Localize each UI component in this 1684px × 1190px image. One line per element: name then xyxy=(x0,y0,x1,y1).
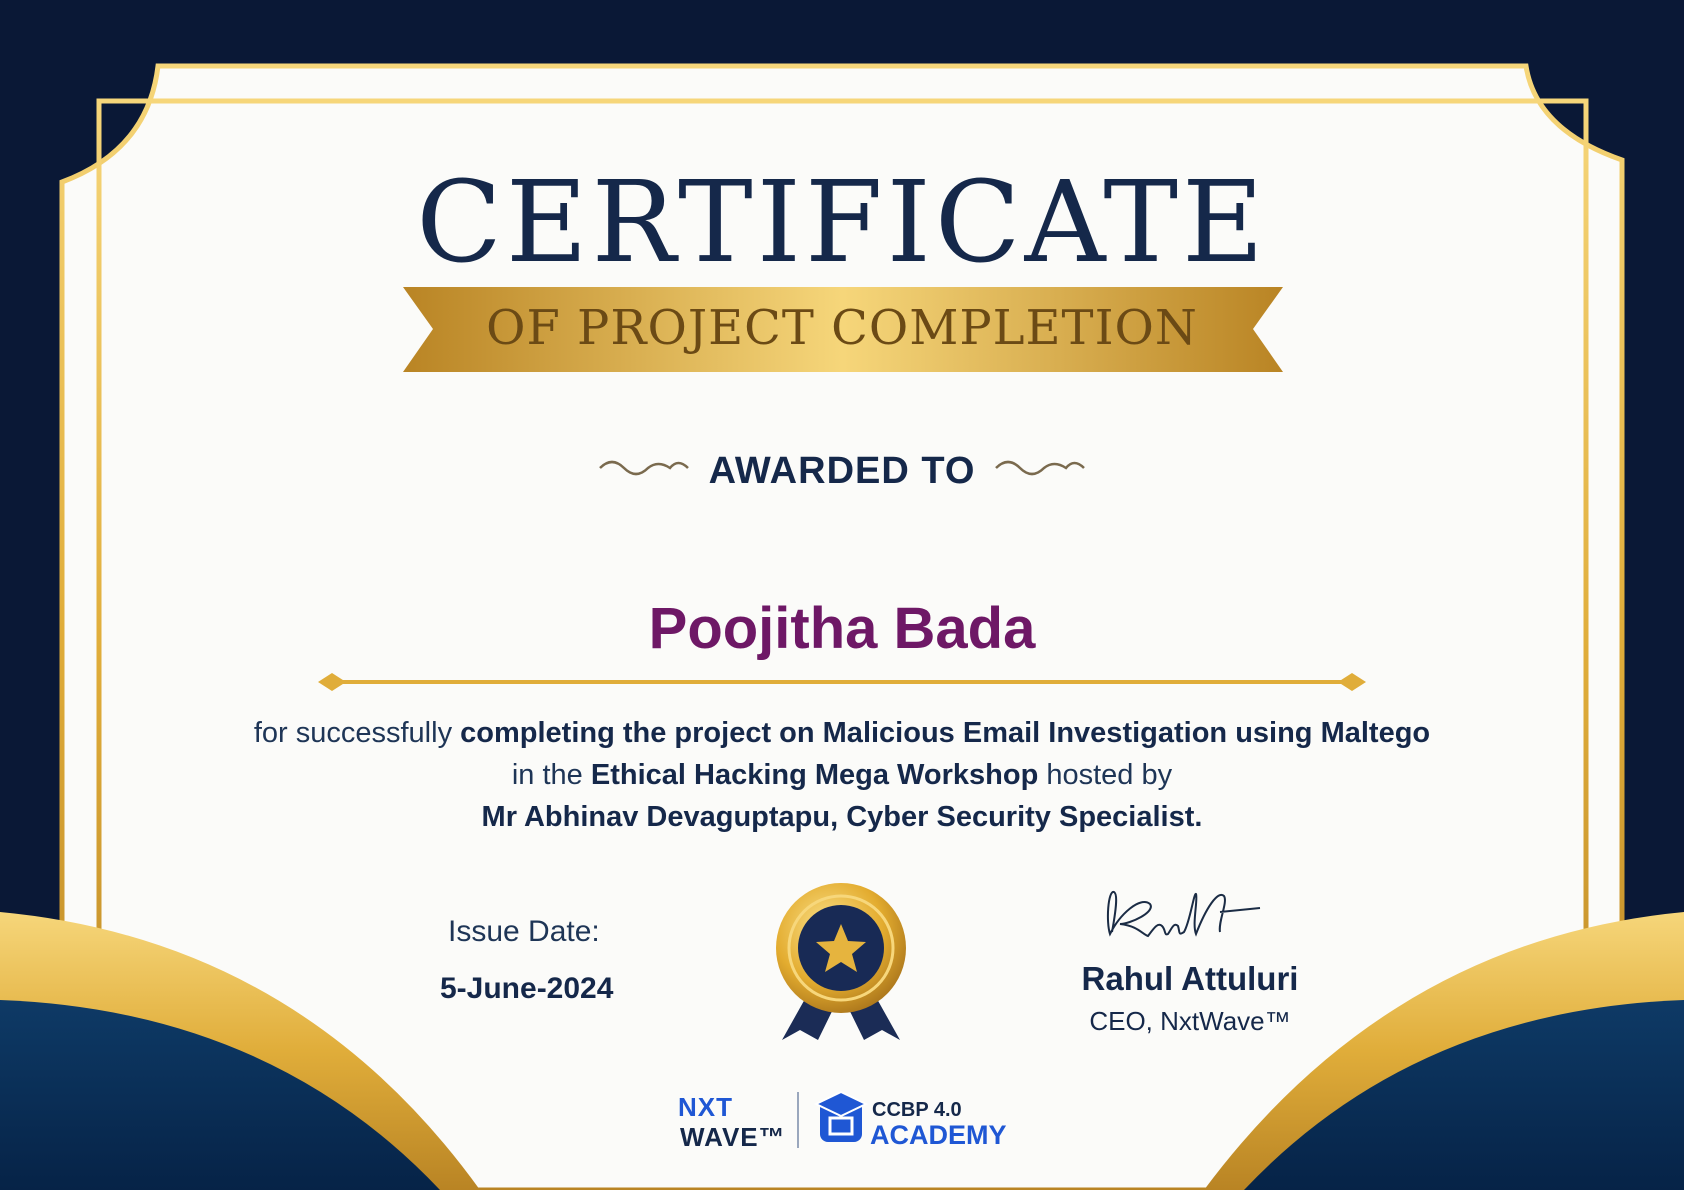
signatory-name: Rahul Attuluri xyxy=(1081,960,1299,997)
ccbp-logo-text: CCBP 4.0 xyxy=(872,1099,962,1121)
issue-date-value: 5-June-2024 xyxy=(440,972,614,1005)
academy-logo-text: ACADEMY xyxy=(870,1120,1007,1150)
description-bold-1: completing the project on Malicious Email Investigation using Maltego xyxy=(460,717,1431,749)
ccbp-academy-icon xyxy=(816,1092,866,1142)
description-bold-3: Mr Abhinav Devaguptapu, Cyber Security Specialist. xyxy=(481,801,1203,833)
signatory-title: CEO, NxtWave™ xyxy=(1089,1006,1291,1036)
description-text-2: in the xyxy=(511,759,591,791)
awarded-to-label: AWARDED TO xyxy=(708,450,976,492)
description-text-1: for successfully xyxy=(253,717,461,749)
description-text-3: hosted by xyxy=(1038,759,1173,791)
issue-date-label: Issue Date: xyxy=(448,915,600,948)
description-bold-2: Ethical Hacking Mega Workshop xyxy=(590,759,1039,791)
nxtwave-logo-nxt: NXT xyxy=(678,1092,733,1122)
recipient-name: Poojitha Bada xyxy=(648,596,1036,661)
certificate-subtitle: OF PROJECT COMPLETION xyxy=(486,300,1198,356)
nxtwave-logo-wave: WAVE™ xyxy=(680,1122,786,1152)
description xyxy=(250,712,1434,838)
certificate-title: CERTIFICATE xyxy=(416,158,1268,288)
